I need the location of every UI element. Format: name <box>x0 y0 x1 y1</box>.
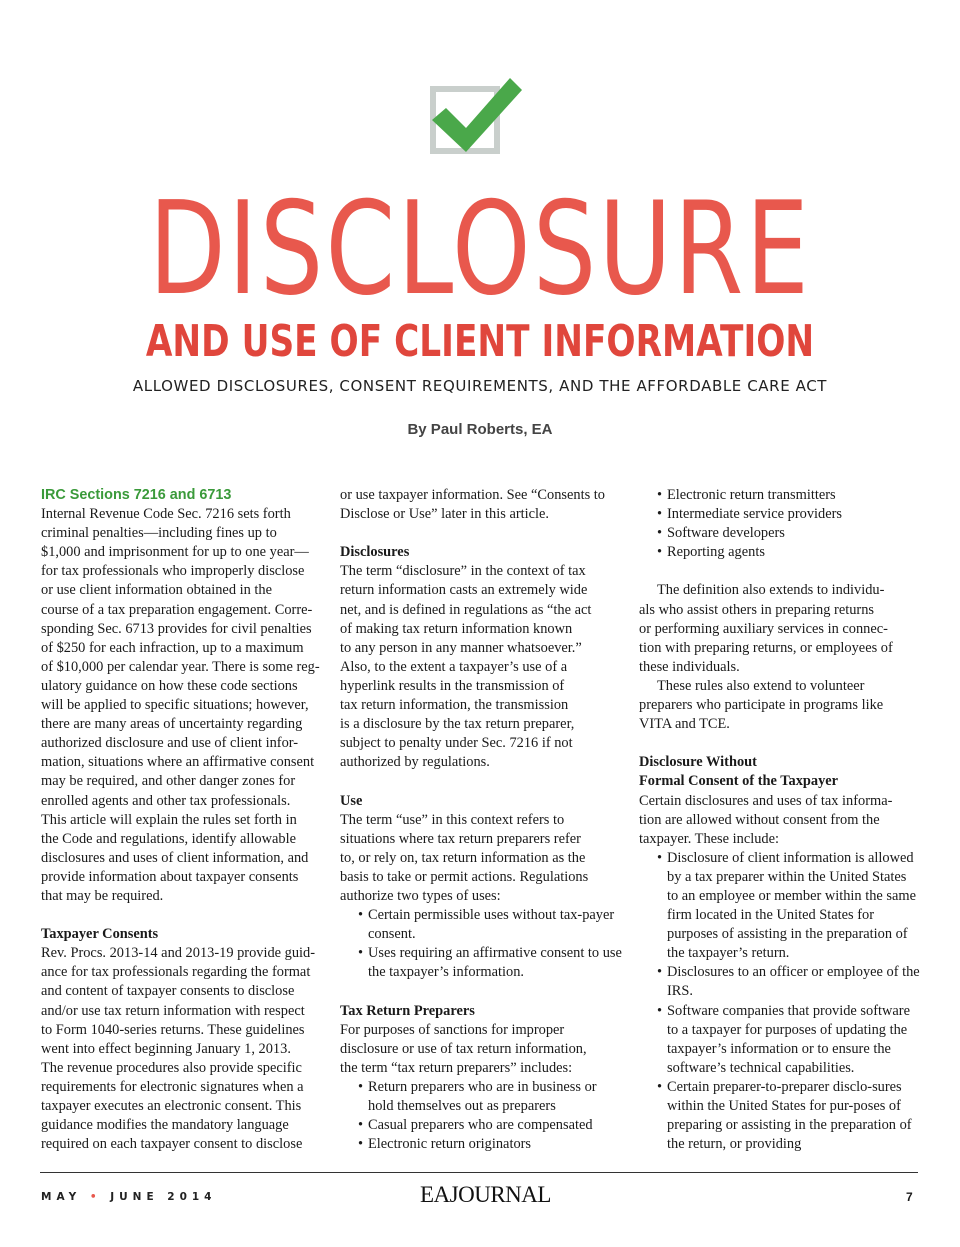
text-line: criminal penalties—including fines up to <box>41 525 277 542</box>
text-line: authorized disclosure and use of client infor- <box>41 735 299 752</box>
text-line: ance for tax professionals regarding the format <box>41 964 311 981</box>
text-line: required on each taxpayer consent to disclose <box>41 1136 303 1153</box>
bullet-list <box>340 1078 622 1154</box>
text-line: subject to penalty under Sec. 7216 if not <box>340 735 573 752</box>
text-line: Internal Revenue Code Sec. 7216 sets forth <box>41 506 291 523</box>
text-line: preparers who participate in programs like <box>639 697 884 714</box>
text-line: or performing auxiliary services in connec- <box>639 620 888 637</box>
text-line: Rev. Procs. 2013-14 and 2013-19 provide guid- <box>41 945 316 962</box>
text-line: or use client information obtained in the <box>41 582 272 599</box>
text-line: provide information about taxpayer consents <box>41 868 299 885</box>
list-item: • Electronic return originators <box>340 1135 622 1154</box>
paragraph <box>41 505 323 906</box>
text-line: als who assist others in preparing returns <box>639 601 875 618</box>
text-line: tion are allowed without consent from the <box>639 811 880 828</box>
text-line: VITA and TCE. <box>639 716 730 733</box>
list-item: • Casual preparers who are compensated <box>340 1116 622 1135</box>
text-line: mation, situations where an affirmative consent <box>41 754 315 771</box>
text-line: disclosures and uses of client information, and <box>41 849 309 866</box>
bullet-list <box>340 906 622 982</box>
checkmark-icon <box>428 76 524 160</box>
issue-date <box>41 1191 217 1203</box>
text-line: disclosure or use of tax return information, <box>340 1040 587 1057</box>
date-separator: • <box>89 1191 102 1203</box>
text-line: will be applied to specific situations; however, <box>41 697 309 714</box>
text-line: enrolled agents and other tax professionals. <box>41 792 291 809</box>
column-3 <box>639 486 921 1154</box>
text-line: went into effect beginning January 1, 2013. <box>41 1040 291 1057</box>
publication-logo: EAJOURNAL <box>420 1182 551 1207</box>
text-line: Disclose or Use” later in this article. <box>340 506 549 523</box>
text-line: sponding Sec. 6713 provides for civil penalties <box>41 620 312 637</box>
list-item: • Software companies that provide software to a taxpayer for purposes of updating the taxpayer’s information or to ensure the software’s technical capabilities. <box>639 1002 921 1078</box>
text-line: taxpayer. These include: <box>639 830 779 847</box>
list-item: • Software developers <box>639 524 921 543</box>
list-item: • Electronic return transmitters <box>639 486 921 505</box>
bullet-list <box>639 486 921 562</box>
text-line: course of a tax preparation engagement. Corre- <box>41 601 313 618</box>
text-line: of $250 for each infraction, up to a maximum <box>41 639 304 656</box>
section-heading: Use <box>340 792 363 809</box>
issue-month-year: JUNE 2014 <box>110 1191 217 1203</box>
text-line: The term “use” in this context refers to <box>340 811 565 828</box>
text-line: The definition also extends to individu- <box>657 582 885 599</box>
text-line: taxpayer executes an electronic consent. This <box>41 1098 302 1114</box>
list-item: • Return preparers who are in business or hold themselves out as preparers <box>340 1078 622 1116</box>
text-line: ulatory guidance on how these code sections <box>41 677 298 694</box>
section-heading: IRC Sections 7216 and 6713 <box>41 487 232 503</box>
list-item: • Uses requiring an affirmative consent to use the taxpayer’s information. <box>340 944 622 982</box>
column-1 <box>41 486 323 1154</box>
list-item: • Intermediate service providers <box>639 505 921 524</box>
text-line: return information casts an extremely wide <box>340 582 588 599</box>
text-line: that may be required. <box>41 887 164 904</box>
text-line: guidance modifies the mandatory language <box>41 1117 289 1134</box>
article-subtitle: AND USE OF CLIENT INFORMATION <box>145 316 815 367</box>
list-item: • Disclosures to an officer or employee of the IRS. <box>639 963 921 1001</box>
section-heading: Disclosures <box>340 544 410 561</box>
article-title: DISCLOSURE <box>148 175 812 324</box>
text-line: net, and is defined in regulations as “the act <box>340 601 592 618</box>
list-item: • Certain permissible uses without tax-payer consent. <box>340 906 622 944</box>
section-heading: Formal Consent of the Taxpayer <box>639 773 839 790</box>
text-line: $1,000 and imprisonment for up to one year— <box>41 544 309 561</box>
text-line: hyperlink results in the transmission of <box>340 677 565 694</box>
text-line: basis to take or permit actions. Regulations <box>340 868 589 885</box>
text-line: Certain disclosures and uses of tax informa- <box>639 792 893 809</box>
text-line: of making tax return information known <box>340 620 573 637</box>
list-item: • Reporting agents <box>639 543 921 562</box>
article-byline: By Paul Roberts, EA <box>407 421 553 438</box>
section-heading: Disclosure Without <box>639 754 757 771</box>
text-line: tion with preparing returns, or employees of <box>639 639 893 656</box>
text-line: may be required, and other danger zones for <box>41 773 296 790</box>
text-line: and/or use tax return information with respect <box>41 1002 305 1019</box>
text-line: to, or rely on, tax return information as the <box>340 849 586 866</box>
text-line: or use taxpayer information. See “Consents to <box>340 487 605 503</box>
text-line: authorize two types of uses: <box>340 887 501 904</box>
text-line: situations where tax return preparers refer <box>340 830 581 847</box>
text-line: For purposes of sanctions for improper <box>340 1021 565 1038</box>
text-line: the term “tax return preparers” includes: <box>340 1059 573 1076</box>
text-line: The term “disclosure” in the context of tax <box>340 563 586 580</box>
text-line: These rules also extend to volunteer <box>657 677 865 694</box>
text-line: Also, to the extent a taxpayer’s use of a <box>340 658 568 675</box>
text-line: authorized by regulations. <box>340 754 490 771</box>
text-line: of $10,000 per calendar year. There is some reg- <box>41 658 320 675</box>
list-item: • Disclosure of client information is allowed by a tax preparer within the United States to an employee or member within the same firm located in the United States for purposes of assisting in the preparation of the taxpayer’s return. <box>639 849 921 964</box>
text-line: to any person in any manner whatsoever.” <box>340 639 582 656</box>
text-line: the Code and regulations, identify allowable <box>41 830 296 847</box>
article-tagline: ALLOWED DISCLOSURES, CONSENT REQUIREMENTS, AND THE AFFORDABLE CARE ACT <box>132 377 828 395</box>
list-item: • Certain preparer-to-preparer disclo-sures within the United States for pur-poses of preparing or assisting in the preparation of the return, or providing <box>639 1078 921 1154</box>
text-line: tax return information, the transmission <box>340 697 569 714</box>
section-heading: Tax Return Preparers <box>340 1002 475 1019</box>
section-heading: Taxpayer Consents <box>41 926 159 943</box>
footer-divider <box>40 1172 918 1173</box>
text-line: and content of taxpayer consents to disclose <box>41 983 295 1000</box>
column-2 <box>340 486 622 1154</box>
issue-month: MAY <box>41 1191 82 1203</box>
text-line: to Form 1040-series returns. These guidelines <box>41 1021 305 1038</box>
text-line: these individuals. <box>639 658 740 675</box>
text-line: The revenue procedures also provide specific <box>41 1059 302 1076</box>
paragraph <box>41 944 323 1154</box>
text-line: is a disclosure by the tax return preparer, <box>340 716 575 733</box>
text-line: for tax professionals who improperly disclose <box>41 563 305 580</box>
bullet-list <box>639 849 921 1155</box>
text-line: there are many areas of uncertainty regarding <box>41 716 303 733</box>
text-line: requirements for electronic signatures when a <box>41 1078 304 1095</box>
page-number: 7 <box>906 1190 913 1204</box>
text-line: This article will explain the rules set forth in <box>41 811 297 828</box>
